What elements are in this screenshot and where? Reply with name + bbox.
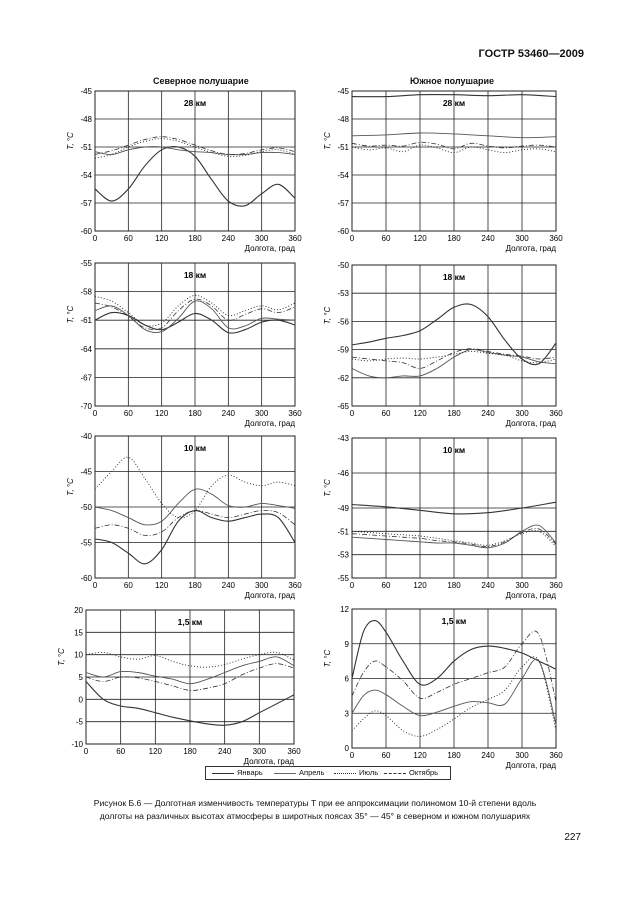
x-axis-label: Долгота, град — [243, 757, 294, 766]
x-tick-label: 300 — [254, 409, 269, 418]
x-tick-label: 300 — [515, 409, 529, 418]
panel-south-10 — [323, 434, 563, 600]
x-axis-label: Долгота, град — [244, 244, 295, 253]
y-tick-label: -43 — [337, 434, 349, 443]
altitude-label: 28 км — [442, 98, 466, 108]
x-axis-label: Долгота, град — [505, 244, 556, 253]
y-tick-label: -61 — [80, 316, 92, 326]
caption-line-1: Рисунок Б.6 — Долготная изменчивость температуры T при ее аппроксимации полиномом 10-й степени вдоль — [93, 798, 537, 808]
y-tick-label: -51 — [337, 143, 349, 152]
y-tick-label: -62 — [337, 373, 349, 383]
y-tick-label: -49 — [337, 504, 349, 513]
altitude-label: 18 км — [183, 270, 207, 280]
caption-line-2: долготы на различных высотах атмосферы в широтных поясах 35° — 45° в северном и южном полушариях — [99, 811, 531, 821]
y-tick-label: 5 — [78, 673, 83, 682]
y-tick-label: -48 — [80, 115, 92, 124]
altitude-label: 28 км — [183, 98, 207, 108]
y-axis-label: T, °C — [323, 132, 332, 150]
x-tick-label: 180 — [183, 747, 197, 756]
panel-south-28 — [323, 87, 563, 253]
y-tick-label: -54 — [337, 171, 349, 180]
x-tick-label: 0 — [83, 747, 89, 756]
x-tick-label: 360 — [549, 234, 563, 243]
x-tick-label: 180 — [447, 581, 461, 590]
y-tick-label: -45 — [80, 87, 92, 96]
x-tick-label: 180 — [188, 581, 202, 590]
x-tick-label: 60 — [381, 581, 391, 590]
x-tick-label: 60 — [381, 234, 391, 243]
y-tick-label: -60 — [80, 227, 92, 236]
x-tick-label: 300 — [254, 234, 269, 243]
x-tick-label: 360 — [288, 234, 302, 243]
x-axis-label: Долгота, град — [505, 419, 556, 428]
y-tick-label: 10 — [74, 650, 83, 660]
y-tick-label: -45 — [337, 87, 349, 96]
x-tick-label: 240 — [481, 234, 495, 243]
x-tick-label: 360 — [549, 581, 563, 590]
x-tick-label: 0 — [349, 751, 355, 760]
x-tick-label: 60 — [381, 409, 391, 418]
x-tick-label: 180 — [447, 409, 461, 418]
legend-label-july: Июль — [359, 768, 379, 777]
panel-north-18 — [66, 259, 302, 428]
y-tick-label: -53 — [337, 550, 349, 560]
y-tick-label: -59 — [337, 345, 349, 355]
x-tick-label: 180 — [447, 234, 461, 243]
figure-caption — [20, 797, 610, 823]
y-axis-label: T, °C — [66, 478, 75, 496]
x-tick-label: 300 — [515, 234, 529, 243]
x-tick-label: 300 — [252, 747, 267, 756]
y-tick-label: 15 — [74, 628, 83, 638]
panel-north-1.5 — [57, 606, 301, 766]
panel-north-28 — [66, 87, 302, 253]
x-tick-label: 240 — [221, 581, 236, 590]
y-tick-label: 12 — [340, 605, 349, 614]
x-tick-label: 240 — [221, 409, 236, 418]
y-tick-label: -53 — [337, 289, 349, 299]
y-tick-label: -65 — [337, 402, 349, 411]
y-axis-label: T, °C — [323, 479, 332, 497]
legend-label-april: Апрель — [299, 768, 325, 777]
y-tick-label: -46 — [337, 469, 349, 478]
y-tick-label: -64 — [80, 344, 92, 354]
x-tick-label: 0 — [92, 409, 98, 418]
y-tick-label: -45 — [80, 467, 92, 477]
x-tick-label: 120 — [148, 747, 163, 756]
altitude-label: 1,5 км — [177, 617, 203, 627]
x-axis-label: Долгота, град — [505, 591, 556, 600]
x-tick-label: 120 — [413, 234, 427, 243]
y-tick-label: -5 — [75, 717, 83, 727]
y-tick-label: 0 — [344, 744, 349, 753]
x-tick-label: 360 — [549, 409, 563, 418]
page-number: 227 — [564, 832, 581, 843]
y-tick-label: 6 — [344, 674, 349, 684]
panel-north-10 — [66, 432, 302, 600]
legend-swatch-april — [274, 773, 296, 774]
south-hemisphere-title: Южное полушарие — [410, 76, 495, 86]
y-tick-label: 20 — [74, 606, 83, 615]
y-tick-label: -50 — [80, 503, 92, 512]
y-tick-label: -60 — [337, 227, 349, 236]
y-tick-label: -57 — [337, 199, 349, 208]
x-axis-label: Долгота, град — [244, 419, 295, 428]
x-axis-label: Долгота, град — [505, 761, 556, 770]
y-tick-label: -48 — [337, 115, 349, 124]
y-tick-label: -54 — [80, 171, 92, 180]
x-tick-label: 120 — [413, 751, 427, 760]
y-tick-label: -10 — [71, 740, 83, 749]
altitude-label: 1,5 км — [441, 616, 467, 626]
y-tick-label: 9 — [344, 639, 349, 649]
x-tick-label: 240 — [221, 234, 236, 243]
legend-swatch-october — [384, 773, 406, 774]
x-tick-label: 120 — [154, 409, 169, 418]
x-tick-label: 300 — [515, 751, 529, 760]
y-tick-label: -57 — [80, 199, 92, 208]
x-tick-label: 0 — [92, 581, 98, 590]
y-tick-label: -70 — [80, 402, 92, 411]
x-tick-label: 180 — [188, 234, 202, 243]
x-tick-label: 360 — [549, 751, 563, 760]
x-tick-label: 120 — [154, 581, 169, 590]
altitude-label: 10 км — [442, 445, 466, 455]
x-tick-label: 120 — [413, 409, 427, 418]
x-tick-label: 60 — [123, 234, 133, 243]
x-tick-label: 300 — [254, 581, 269, 590]
y-tick-label: -55 — [80, 538, 92, 548]
legend-swatch-january — [212, 773, 234, 774]
y-axis-label: T, °C — [323, 649, 332, 668]
x-tick-label: 0 — [349, 581, 355, 590]
y-axis-label: T, °C — [66, 132, 75, 150]
panel-south-1.5 — [323, 605, 563, 770]
x-tick-label: 180 — [447, 751, 461, 760]
y-axis-label: T, °C — [57, 648, 66, 666]
x-tick-label: 300 — [515, 581, 529, 590]
x-tick-label: 240 — [217, 747, 232, 756]
x-tick-label: 180 — [188, 409, 202, 418]
y-tick-label: -51 — [337, 527, 349, 537]
legend-label-october: Октябрь — [409, 768, 439, 777]
y-tick-label: -50 — [337, 261, 349, 270]
y-tick-label: -60 — [80, 574, 92, 583]
y-tick-label: -55 — [80, 259, 92, 268]
legend-label-january: Январь — [237, 768, 263, 777]
x-tick-label: 120 — [154, 234, 169, 243]
y-tick-label: -58 — [80, 287, 92, 297]
legend — [205, 766, 451, 780]
altitude-label: 10 км — [183, 443, 207, 453]
x-tick-label: 360 — [288, 409, 302, 418]
y-tick-label: -40 — [80, 432, 92, 441]
y-axis-label: T, °C — [323, 306, 332, 325]
altitude-label: 18 км — [442, 272, 466, 282]
x-tick-label: 0 — [349, 409, 355, 418]
y-tick-label: 0 — [78, 695, 83, 705]
y-tick-label: 3 — [344, 709, 349, 719]
x-tick-label: 0 — [92, 234, 98, 243]
x-tick-label: 240 — [481, 751, 495, 760]
x-tick-label: 60 — [123, 581, 133, 590]
x-tick-label: 240 — [481, 581, 495, 590]
x-axis-label: Долгота, град — [244, 591, 295, 600]
y-tick-label: -51 — [80, 143, 92, 152]
standard-header: ГОСТР 53460—2009 — [478, 48, 584, 60]
x-tick-label: 240 — [481, 409, 495, 418]
x-tick-label: 360 — [287, 747, 301, 756]
x-tick-label: 0 — [349, 234, 355, 243]
panel-south-18 — [323, 261, 563, 428]
x-tick-label: 60 — [123, 409, 133, 418]
x-tick-label: 60 — [116, 747, 126, 756]
x-tick-label: 360 — [288, 581, 302, 590]
y-tick-label: -55 — [337, 574, 349, 583]
y-tick-label: -67 — [80, 373, 92, 383]
x-tick-label: 120 — [413, 581, 427, 590]
north-hemisphere-title: Северное полушарие — [153, 76, 249, 86]
y-tick-label: -56 — [337, 317, 349, 327]
y-axis-label: T, °C — [66, 305, 75, 324]
legend-swatch-july — [334, 773, 356, 774]
x-tick-label: 60 — [381, 751, 391, 760]
